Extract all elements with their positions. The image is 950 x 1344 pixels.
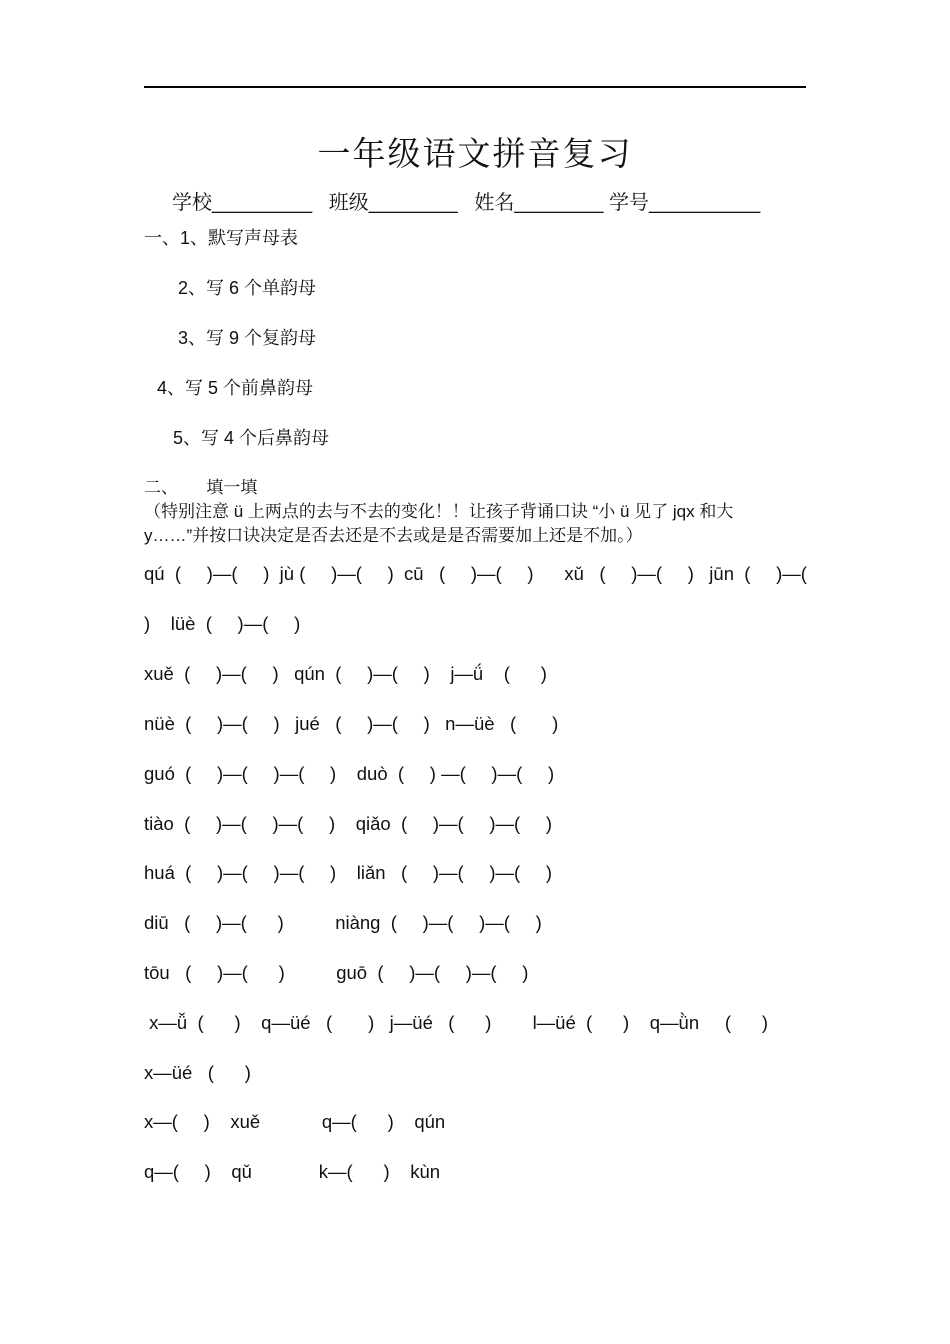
exercise-row: guó ( )—( )—( ) duò ( ) —( )—( ) — [144, 763, 555, 784]
exercise-row: x—( ) xuě q—( ) qún — [144, 1111, 446, 1132]
exercise-row: xuě ( )—( ) qún ( )—( ) j—ǘ ( ) — [144, 663, 547, 684]
student-info-line: 学校_________ 班级________ 姓名________ 学号__________ — [172, 192, 761, 214]
exercise-row: qú ( )—( ) jù ( )—( ) cū ( )—( ) xǔ ( )—( ) jūn ( )—( — [144, 563, 807, 584]
exercise-row: q—( ) qǔ k—( ) kùn — [144, 1161, 441, 1182]
exercise-row: ) lüè ( )—( ) — [144, 613, 301, 634]
section1-item5: 5、写 4 个后鼻韵母 — [173, 428, 330, 448]
section1-item1: 一、1、默写声母表 — [144, 228, 299, 248]
section2-note-line2: y……”并按口诀决定是否去还是不去或是是否需要加上还是不加。） — [144, 526, 643, 545]
exercise-row: x—ǚ ( ) q—üé ( ) j—üé ( ) l—üé ( ) q—ǜn ( ) — [144, 1012, 768, 1033]
section1-item4: 4、写 5 个前鼻韵母 — [157, 378, 314, 398]
section2-heading: 二、 填一填 — [144, 478, 258, 497]
page-title: 一年级语文拼音复习 — [317, 134, 633, 173]
section2-note-line1: （特别注意 ü 上两点的去与不去的变化！！让孩子背诵口诀 “小 ü 见了 jqx 和大 — [144, 502, 734, 521]
header-rule — [144, 86, 806, 88]
section1-item3: 3、写 9 个复韵母 — [178, 328, 317, 348]
exercise-row: nüè ( )—( ) jué ( )—( ) n—üè ( ) — [144, 713, 559, 734]
exercise-row: tōu ( )—( ) guō ( )—( )—( ) — [144, 962, 529, 983]
exercise-row: diū ( )—( ) niàng ( )—( )—( ) — [144, 912, 542, 933]
exercise-row: tiào ( )—( )—( ) qiǎo ( )—( )—( ) — [144, 813, 553, 834]
section1-item2: 2、写 6 个单韵母 — [178, 278, 317, 298]
exercise-row: x—üé ( ) — [144, 1062, 251, 1083]
exercise-row: huá ( )—( )—( ) liǎn ( )—( )—( ) — [144, 862, 553, 883]
